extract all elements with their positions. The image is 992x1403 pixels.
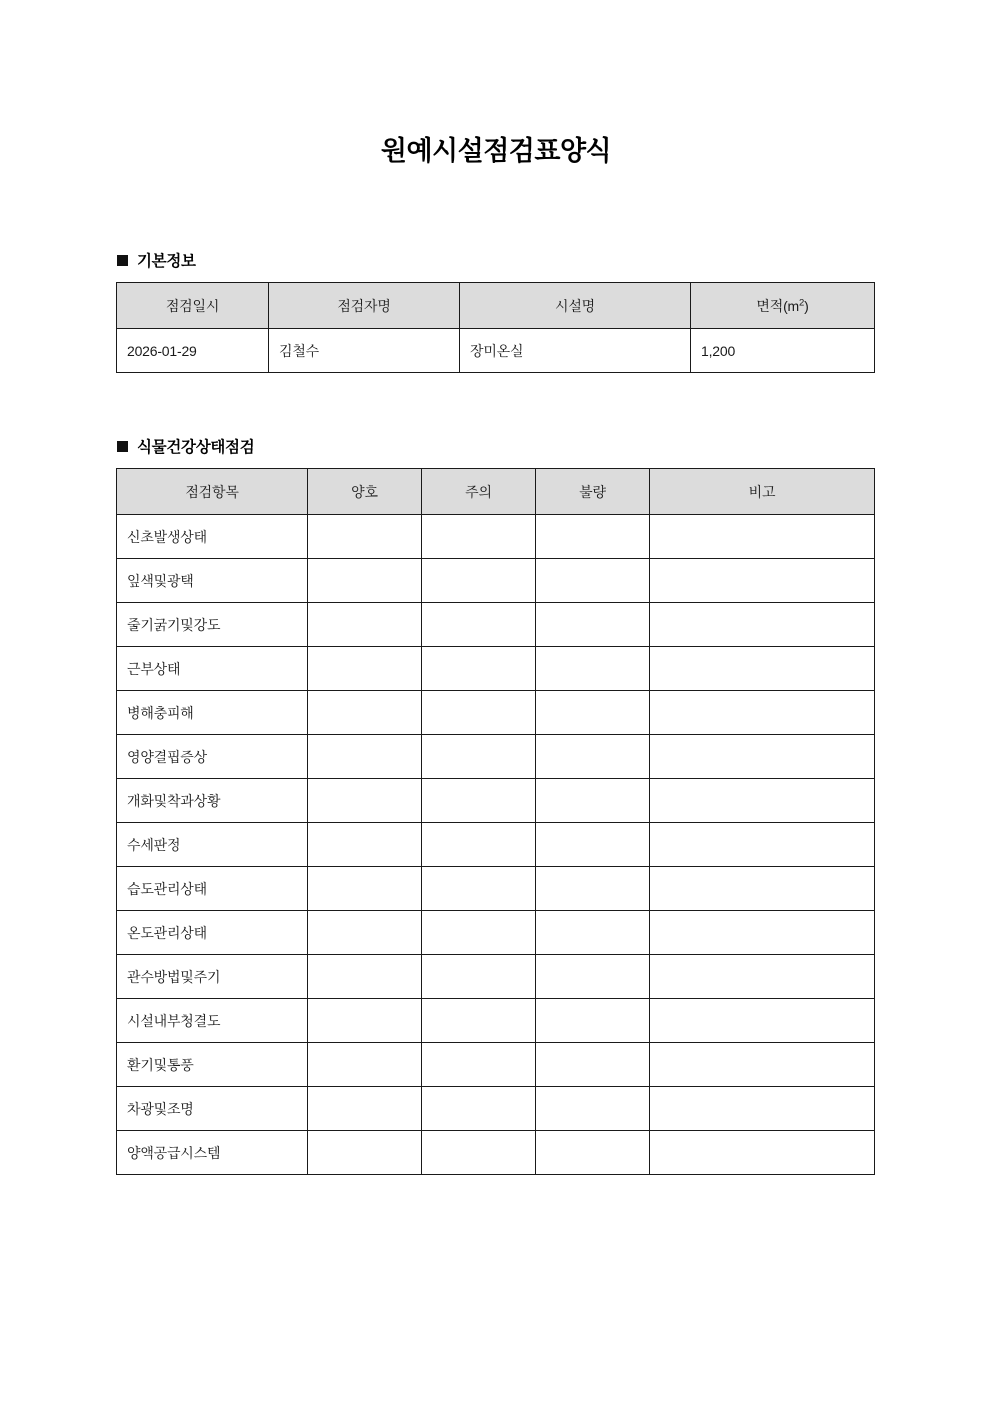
cell-good[interactable] — [308, 1043, 422, 1087]
cell-good[interactable] — [308, 1087, 422, 1131]
cell-caution[interactable] — [422, 559, 536, 603]
cell-caution[interactable] — [422, 999, 536, 1043]
table-row — [117, 867, 875, 911]
cell-good[interactable] — [308, 955, 422, 999]
column-header-inspector-name: 점검자명 — [269, 283, 460, 329]
cell-good[interactable] — [308, 867, 422, 911]
cell-caution[interactable] — [422, 823, 536, 867]
column-header-inspection-item: 점검항목 — [117, 469, 308, 515]
table-row — [117, 999, 875, 1043]
cell-poor[interactable] — [536, 955, 650, 999]
table-row — [117, 559, 875, 603]
cell-poor[interactable] — [536, 999, 650, 1043]
table-row — [117, 1087, 875, 1131]
cell-remarks[interactable] — [650, 1131, 875, 1175]
cell-poor[interactable] — [536, 1131, 650, 1175]
cell-inspection-item[interactable]: 영양결핍증상 — [117, 735, 308, 779]
section-heading-basic-info — [0, 249, 992, 271]
section-heading-plant-health-label: 식물건강상태점검 — [137, 439, 255, 457]
column-header-inspection-date: 점검일시 — [117, 283, 269, 329]
table-row — [117, 515, 875, 559]
table-row — [117, 603, 875, 647]
cell-remarks[interactable] — [650, 691, 875, 735]
cell-area[interactable]: 1,200 — [691, 329, 875, 373]
cell-poor[interactable] — [536, 735, 650, 779]
cell-good[interactable] — [308, 735, 422, 779]
cell-remarks[interactable] — [650, 1043, 875, 1087]
square-bullet-icon — [117, 255, 128, 266]
cell-inspection-item[interactable]: 신초발생상태 — [117, 515, 308, 559]
table-row — [117, 329, 875, 373]
cell-inspection-item[interactable]: 차광및조명 — [117, 1087, 308, 1131]
cell-poor[interactable] — [536, 603, 650, 647]
table-row — [117, 735, 875, 779]
cell-remarks[interactable] — [650, 955, 875, 999]
cell-poor[interactable] — [536, 911, 650, 955]
cell-caution[interactable] — [422, 779, 536, 823]
page-title: 원예시설점검표양식 — [380, 136, 612, 166]
cell-inspection-item[interactable]: 근부상태 — [117, 647, 308, 691]
cell-remarks[interactable] — [650, 515, 875, 559]
column-header-remarks: 비고 — [650, 469, 875, 515]
section-heading-basic-info-label: 기본정보 — [137, 253, 196, 271]
cell-caution[interactable] — [422, 647, 536, 691]
cell-good[interactable] — [308, 559, 422, 603]
square-bullet-icon — [117, 441, 128, 452]
cell-remarks[interactable] — [650, 999, 875, 1043]
cell-caution[interactable] — [422, 1043, 536, 1087]
cell-poor[interactable] — [536, 647, 650, 691]
table-header-row — [117, 469, 875, 515]
cell-inspection-item[interactable]: 양액공급시스템 — [117, 1131, 308, 1175]
cell-caution[interactable] — [422, 515, 536, 559]
cell-facility-name[interactable]: 장미온실 — [460, 329, 691, 373]
cell-inspection-item[interactable]: 잎색및광택 — [117, 559, 308, 603]
cell-remarks[interactable] — [650, 603, 875, 647]
cell-inspection-item[interactable]: 습도관리상태 — [117, 867, 308, 911]
cell-remarks[interactable] — [650, 1087, 875, 1131]
cell-inspection-item[interactable]: 개화및착과상황 — [117, 779, 308, 823]
cell-inspection-item[interactable]: 병해충피해 — [117, 691, 308, 735]
cell-inspection-item[interactable]: 온도관리상태 — [117, 911, 308, 955]
cell-remarks[interactable] — [650, 647, 875, 691]
cell-caution[interactable] — [422, 603, 536, 647]
column-header-area-prefix: 면적(m — [756, 297, 799, 314]
cell-caution[interactable] — [422, 735, 536, 779]
column-header-poor: 불량 — [536, 469, 650, 515]
cell-poor[interactable] — [536, 779, 650, 823]
table-row — [117, 1131, 875, 1175]
cell-inspection-item[interactable]: 줄기굵기및강도 — [117, 603, 308, 647]
cell-caution[interactable] — [422, 691, 536, 735]
cell-caution[interactable] — [422, 1087, 536, 1131]
cell-remarks[interactable] — [650, 911, 875, 955]
cell-poor[interactable] — [536, 515, 650, 559]
cell-inspection-item[interactable]: 시설내부청결도 — [117, 999, 308, 1043]
cell-remarks[interactable] — [650, 867, 875, 911]
column-header-area-superscript: 2 — [799, 297, 805, 309]
cell-remarks[interactable] — [650, 823, 875, 867]
column-header-good: 양호 — [308, 469, 422, 515]
plant-health-table — [116, 468, 875, 1175]
column-header-caution: 주의 — [422, 469, 536, 515]
cell-poor[interactable] — [536, 823, 650, 867]
cell-caution[interactable] — [422, 955, 536, 999]
table-row — [117, 691, 875, 735]
column-header-facility-name: 시설명 — [460, 283, 691, 329]
cell-good[interactable] — [308, 999, 422, 1043]
cell-inspector-name[interactable]: 김철수 — [269, 329, 460, 373]
section-plant-health — [0, 373, 992, 1175]
basic-info-table — [116, 282, 875, 373]
table-row — [117, 955, 875, 999]
cell-caution[interactable] — [422, 867, 536, 911]
cell-caution[interactable] — [422, 911, 536, 955]
column-header-area — [691, 283, 875, 329]
cell-remarks[interactable] — [650, 559, 875, 603]
cell-inspection-item[interactable]: 수세판정 — [117, 823, 308, 867]
table-row — [117, 823, 875, 867]
cell-poor[interactable] — [536, 1043, 650, 1087]
section-heading-plant-health — [0, 435, 992, 457]
table-row — [117, 1043, 875, 1087]
cell-good[interactable] — [308, 603, 422, 647]
section-basic-info — [0, 167, 992, 373]
cell-poor[interactable] — [536, 1087, 650, 1131]
cell-remarks[interactable] — [650, 735, 875, 779]
cell-good[interactable] — [308, 823, 422, 867]
table-header-row — [117, 283, 875, 329]
cell-inspection-item[interactable]: 환기및통풍 — [117, 1043, 308, 1087]
cell-good[interactable] — [308, 911, 422, 955]
table-row — [117, 911, 875, 955]
cell-poor[interactable] — [536, 559, 650, 603]
cell-inspection-date[interactable]: 2026-01-29 — [117, 329, 269, 373]
cell-good[interactable] — [308, 515, 422, 559]
cell-poor[interactable] — [536, 867, 650, 911]
cell-good[interactable] — [308, 691, 422, 735]
table-row — [117, 779, 875, 823]
cell-inspection-item[interactable]: 관수방법및주기 — [117, 955, 308, 999]
column-header-area-suffix: ) — [804, 297, 809, 314]
table-row — [117, 647, 875, 691]
cell-good[interactable] — [308, 779, 422, 823]
cell-caution[interactable] — [422, 1131, 536, 1175]
cell-good[interactable] — [308, 1131, 422, 1175]
cell-remarks[interactable] — [650, 779, 875, 823]
cell-good[interactable] — [308, 647, 422, 691]
cell-poor[interactable] — [536, 691, 650, 735]
